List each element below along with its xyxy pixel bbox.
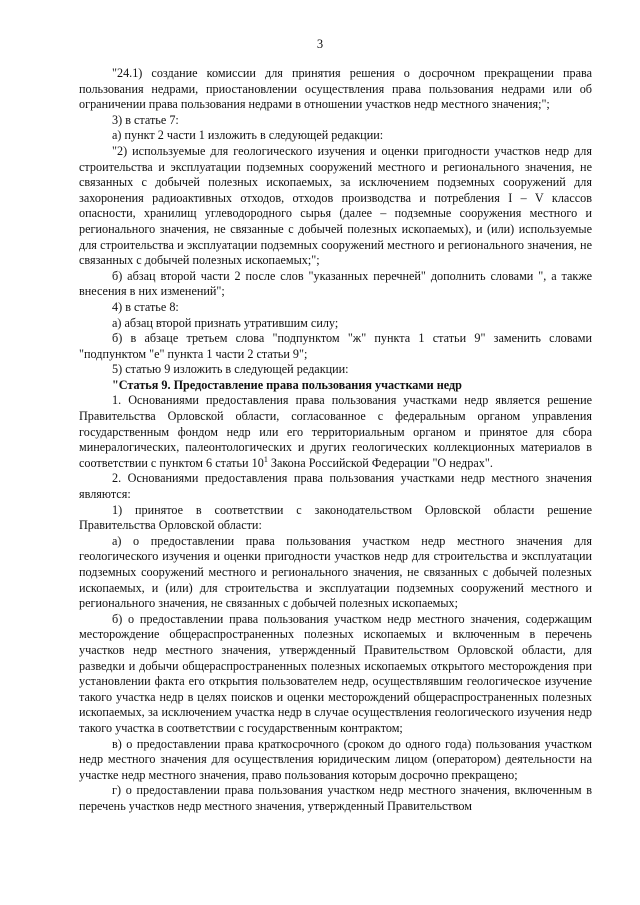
paragraph: б) в абзаце третьем слова "подпунктом "ж" пункта 1 статьи 9" заменить словами "подпунктом "е" пункта 1 части 2 статьи 9"; — [79, 331, 592, 361]
paragraph-text: Закона Российской Федерации "О недрах". — [267, 455, 493, 470]
paragraph: г) о предоставлении права пользования участком недр местного значения, включенным в перечень участков недр местного значения, утвержденный Правительством — [79, 783, 592, 813]
paragraph: а) о предоставлении права пользования участком недр местного значения для геологического изучения и оценки пригодности участков недр для строительства и эксплуатации подземных сооружений местного и регионального значения, не связанных с добычей полезных ископаемых, и (или) для строительства и эксплуатации подземных сооружений местного и регионального значения, не связанных с добычей полезных ископаемых; — [79, 533, 592, 611]
paragraph: "24.1) создание комиссии для принятия решения о досрочном прекращении права пользования недрами, приостановлении осуществления права пользования недрами или об ограничении права пользования недрами в отношении участков недр местного значения;"; — [79, 66, 592, 112]
paragraph: а) абзац второй признать утратившим силу; — [112, 315, 339, 330]
paragraph: б) абзац второй части 2 после слов "указанных перечней" дополнить словами ", а также внесения в них изменений"; — [79, 268, 592, 299]
paragraph-text: 1. Основаниями предоставления права пользования участками недр является решение Правительства Орловской области, согласованное с федеральным органом управления государственным фондом недр или его территориальным органом и принятое для сбора минералогических, палеонтологических и других геологических коллекционных материалов в соответствии с пунктом 6 статьи 10 — [79, 393, 592, 470]
paragraph: а) пункт 2 части 1 изложить в следующей редакции: — [112, 128, 384, 143]
paragraph: б) о предоставлении права пользования участком недр местного значения, содержащим месторождение общераспространенных полезных ископаемых и включенным в перечень участков недр местного значения, утвержденный Правительством Орловской области, для разведки и добычи общераспространенных полезных ископаемых открытого месторождения при установлении факта его открытия пользователем недр, осуществлявшим геологическое изучение такого участка недр в целях поисков и оценки месторождений общераспространенных полезных ископаемых, за исключением участка недр в случае осуществления геологического изучения недр такого участка в соответствии с государственным контрактом; — [79, 611, 592, 735]
page-number: 3 — [316, 37, 324, 51]
superscript: 1 — [263, 454, 268, 464]
article-heading: "Статья 9. Предоставление права пользования участками недр — [112, 377, 462, 392]
paragraph: 3) в статье 7: — [112, 112, 179, 127]
paragraph: 1) принятое в соответствии с законодательством Орловской области решение Правительства Орловской области: — [79, 502, 592, 533]
paragraph — [79, 393, 592, 471]
paragraph: "2) используемые для геологического изучения и оценки пригодности участков недр для строительства и эксплуатации подземных сооружений местного и регионального значения, не связанных с добычей полезных ископаемых, за исключением подземных сооружений для захоронения радиоактивных отходов, отходов производства и потребления I – V классов опасности, хранилищ углеводородного сырья (далее – подземные сооружения местного и регионального значения, не связанные с добычей полезных ископаемых), и (или) используемые для строительства и эксплуатации подземных сооружений местного и регионального значения, не связанных с добычей полезных ископаемых;"; — [79, 143, 592, 268]
paragraph: в) о предоставлении права краткосрочного (сроком до одного года) пользования участком недр местного значения для осуществления юридическим лицом (оператором) деятельности на участке недр местного значения, право пользования которым досрочно прекращено; — [79, 736, 592, 782]
paragraph: 5) статью 9 изложить в следующей редакции: — [112, 362, 349, 377]
paragraph: 4) в статье 8: — [112, 299, 179, 314]
paragraph: 2. Основаниями предоставления права пользования участками недр местного значения являются: — [79, 471, 592, 502]
document-body — [79, 66, 592, 815]
